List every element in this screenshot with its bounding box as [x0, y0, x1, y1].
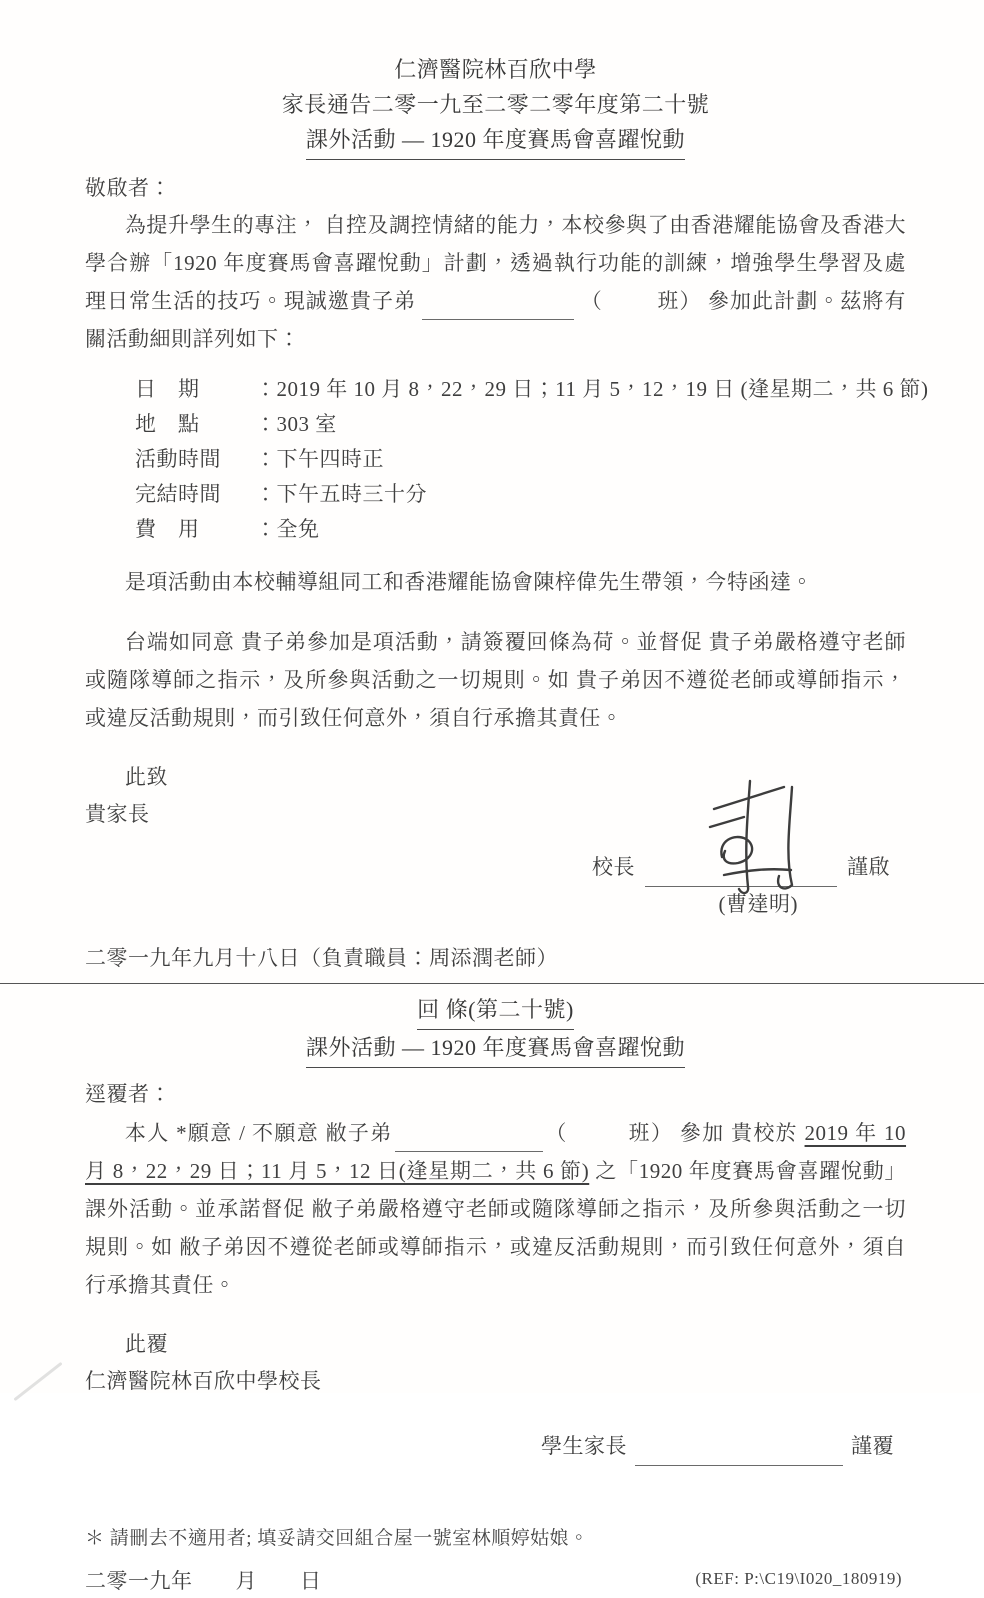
detail-label: 活動時間	[135, 447, 221, 471]
reply-class-close: 班） 參加 貴校於	[627, 1121, 805, 1145]
notice-header	[85, 52, 906, 160]
principal-signature-row	[85, 847, 906, 887]
reply-paragraph	[85, 1114, 906, 1304]
detail-value: ：全免	[255, 517, 320, 541]
notice-subject	[85, 122, 906, 160]
student-name-blank-field	[422, 297, 574, 320]
reply-salutation: 逕覆者：	[85, 1082, 171, 1106]
detail-value: ：下午四時正	[255, 447, 384, 471]
reply-paren-open: （	[544, 1121, 568, 1145]
reply-student-name-blank-field	[395, 1129, 543, 1152]
reply-addressee: 仁濟醫院林百欣中學校長	[85, 1369, 322, 1393]
paragraph-text-after: 班） 參加此計劃。茲將有關活動細則詳列如下：	[85, 289, 907, 351]
closing-addressee: 貴家長	[85, 802, 150, 826]
detail-row-end-time	[135, 477, 906, 512]
detail-row-start-time	[135, 442, 906, 477]
footnote-instruction: ＊ 請刪去不適用者; 填妥請交回組合屋一號室林順婷姑娘。	[85, 1528, 589, 1549]
reply-title	[85, 992, 906, 1030]
parent-suffix: 謹覆	[851, 1434, 894, 1458]
reply-subtitle	[85, 1030, 906, 1068]
detail-label: 完結時間	[135, 482, 221, 506]
principal-signature-line	[645, 860, 837, 887]
detail-row-fee	[135, 512, 906, 547]
principal-name: (曹達明)	[718, 892, 798, 916]
scan-artifact-mark	[13, 1362, 62, 1401]
document-ref: (REF: P:\C19\I020_180919)	[695, 1569, 902, 1588]
reply-text-after: 之「1920 年度賽馬會喜躍悅動」課外活動。並承諾督促 敝子弟嚴格遵守老師或隨隊導師之指示，及所參與活動之一切規則。如 敝子弟因不遵從老師或導師指示，或違反活動規則，而引致任何意外，須自行承擔其責任。	[85, 1159, 906, 1297]
parent-signature-line	[635, 1439, 843, 1466]
issue-date-row: 二零一九年九月十八日（負責職員：周添潤老師）	[0, 939, 984, 984]
reply-date-blank: 二零一九年 月 日	[85, 1569, 322, 1593]
detail-label: 地 點	[135, 412, 200, 436]
reply-closing	[85, 1326, 906, 1400]
paren-open: （	[580, 289, 603, 313]
letter-paragraph-leader: 是項活動由本校輔導組同工和香港耀能協會陳梓偉先生帶領，今特函達。	[124, 570, 813, 594]
school-name: 仁濟醫院林百欣中學	[394, 57, 597, 82]
detail-label: 費 用	[135, 517, 200, 541]
detail-value: ：2019 年 10 月 8，22，29 日；11 月 5，12，19 日 (逢星期二，共 6 節)	[255, 377, 929, 401]
detail-label: 日 期	[135, 377, 200, 401]
letter-closing	[85, 759, 906, 833]
principal-suffix: 謹啟	[847, 855, 890, 879]
reply-subtitle-text: 課外活動 — 1920 年度賽馬會喜躍悅動	[306, 1030, 685, 1068]
parent-signature-row	[85, 1426, 906, 1466]
reply-text-before: 本人 *願意 / 不願意 敝子弟	[124, 1121, 393, 1145]
closing-cizhi: 此致	[125, 765, 168, 789]
notice-number: 家長通告二零一九至二零二零年度第二十號	[281, 92, 710, 117]
reply-title-text: 回 條(第二十號)	[417, 992, 574, 1030]
activity-details-list	[135, 372, 929, 547]
bottom-row	[85, 1564, 906, 1598]
principal-label: 校長	[592, 855, 635, 879]
letter-paragraph-consent: 台端如同意 貴子弟參加是項活動，請簽覆回條為荷。並督促 貴子弟嚴格遵守老師或隨隊導師之指示，及所參與活動之一切規則。如 貴子弟因不遵從老師或導師指示，或違反活動規則，而引致任何意外，須自行承擔其責任。	[85, 630, 906, 730]
notice-subject-text: 課外活動 — 1920 年度賽馬會喜躍悅動	[306, 122, 685, 160]
letter-salutation: 敬啟者：	[85, 176, 171, 200]
reply-closing-cifu: 此覆	[125, 1332, 168, 1356]
parent-label: 學生家長	[541, 1434, 627, 1458]
detail-row-venue	[135, 407, 906, 442]
paragraph-text: 為提升學生的專注， 自控及調控情緒的能力，本校參與了由香港耀能協會及香港大學合辦「1920 年度賽馬會喜躍悅動」計劃，透過執行功能的訓練，增強學生學習及處理日常生活的技巧。現誠邀貴子弟	[85, 213, 906, 313]
detail-value: ：下午五時三十分	[255, 482, 427, 506]
reply-slip-header	[85, 992, 906, 1068]
detail-row-date	[135, 372, 929, 407]
letter-paragraph-intro	[85, 206, 906, 358]
detail-value: ：303 室	[255, 412, 337, 436]
reply-dates-underlined: 2019 年 10 月 8，22，29 日；11 月 5，12 日(逢星期二，共 6 節)	[85, 1121, 907, 1183]
